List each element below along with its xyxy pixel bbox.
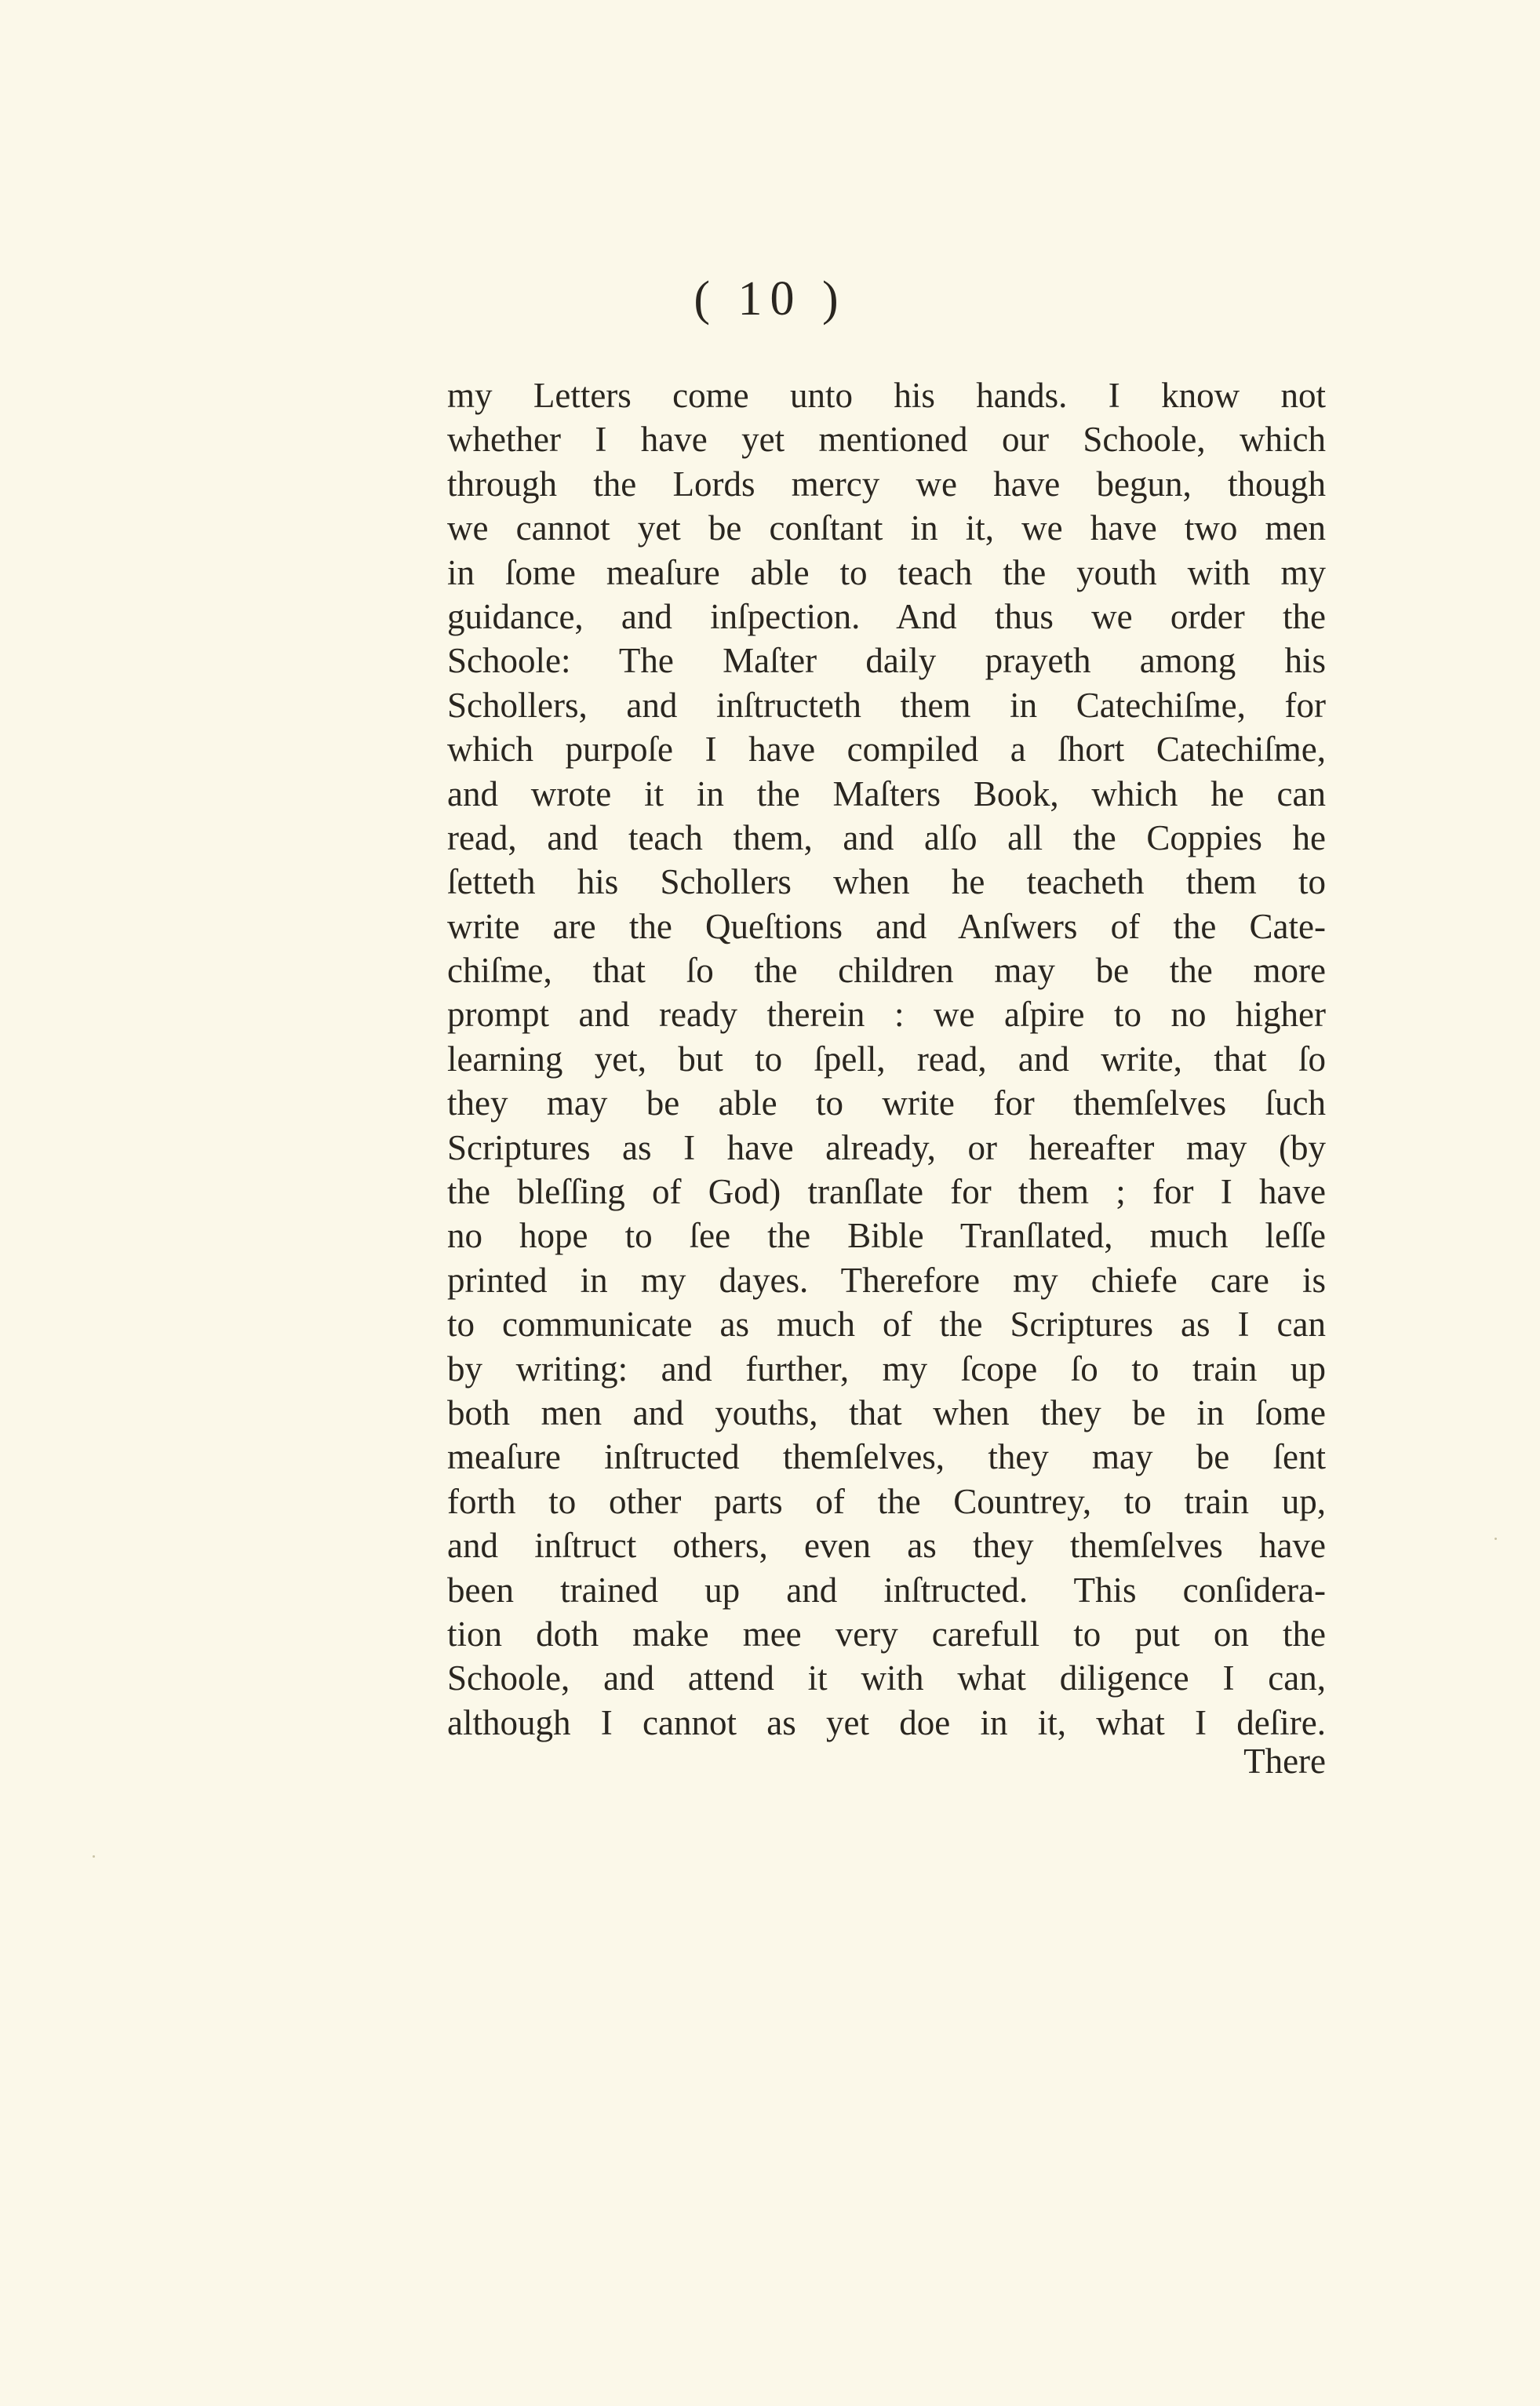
page-number: ( 10 ) bbox=[694, 272, 846, 326]
paper-speck bbox=[1494, 1538, 1497, 1540]
text-line: write are the Queſtions and Anſwers of the Cate- bbox=[447, 906, 1326, 946]
text-line: learning yet, but to ſpell, read, and write, that ſo bbox=[447, 1039, 1326, 1079]
text-line: prompt and ready therein : we aſpire to no higher bbox=[447, 995, 1326, 1035]
text-line: chiſme, that ſo the children may be the more bbox=[447, 951, 1326, 991]
text-line: by writing: and further, my ſcope ſo to train up bbox=[447, 1349, 1326, 1389]
text-line: which purpoſe I have compiled a ſhort Catechiſme, bbox=[447, 730, 1326, 770]
paper-speck bbox=[93, 1855, 95, 1858]
text-line: in ſome meaſure able to teach the youth with my bbox=[447, 552, 1326, 592]
text-line: been trained up and inſtructed. This conſidera- bbox=[447, 1570, 1326, 1610]
text-line: meaſure inſtructed themſelves, they may be ſent bbox=[447, 1437, 1326, 1477]
text-line: through the Lords mercy we have begun, though bbox=[447, 464, 1326, 504]
text-line: both men and youths, that when they be in ſome bbox=[447, 1392, 1326, 1432]
text-line: guidance, and inſpection. And thus we order the bbox=[447, 596, 1326, 636]
text-line: and inſtruct others, even as they themſelves have bbox=[447, 1526, 1326, 1566]
text-line: no hope to ſee the Bible Tranſlated, much leſſe bbox=[447, 1216, 1326, 1256]
text-line: whether I have yet mentioned our Schoole, which bbox=[447, 420, 1326, 460]
text-line: Schoole, and attend it with what diligence I can, bbox=[447, 1658, 1326, 1698]
text-line: Schoole: The Maſter daily prayeth among his bbox=[447, 641, 1326, 681]
text-line: tion doth make mee very carefull to put on the bbox=[447, 1614, 1326, 1654]
text-line: printed in my dayes. Therefore my chiefe care is bbox=[447, 1260, 1326, 1300]
body-text bbox=[447, 373, 1326, 1745]
text-line: they may be able to write for themſelves ſuch bbox=[447, 1083, 1326, 1123]
text-line: we cannot yet be conſtant in it, we have two men bbox=[447, 508, 1326, 548]
text-line: Scriptures as I have already, or hereafter may (by bbox=[447, 1127, 1326, 1167]
text-line: forth to other parts of the Countrey, to train up, bbox=[447, 1481, 1326, 1521]
text-line: and wrote it in the Maſters Book, which he can bbox=[447, 773, 1326, 814]
text-line: ſetteth his Schollers when he teacheth them to bbox=[447, 862, 1326, 902]
text-line: the bleſſing of God) tranſlate for them ; for I have bbox=[447, 1172, 1326, 1212]
text-line: my Letters come unto his hands. I know not bbox=[447, 376, 1326, 415]
text-line: although I cannot as yet doe in it, what I deſire. bbox=[447, 1702, 1326, 1742]
catchword: There bbox=[1243, 1742, 1326, 1781]
text-line: read, and teach them, and alſo all the Coppies he bbox=[447, 817, 1326, 857]
text-line: to communicate as much of the Scriptures as I can bbox=[447, 1305, 1326, 1345]
text-line: Schollers, and inſtructeth them in Catechiſme, for bbox=[447, 685, 1326, 725]
